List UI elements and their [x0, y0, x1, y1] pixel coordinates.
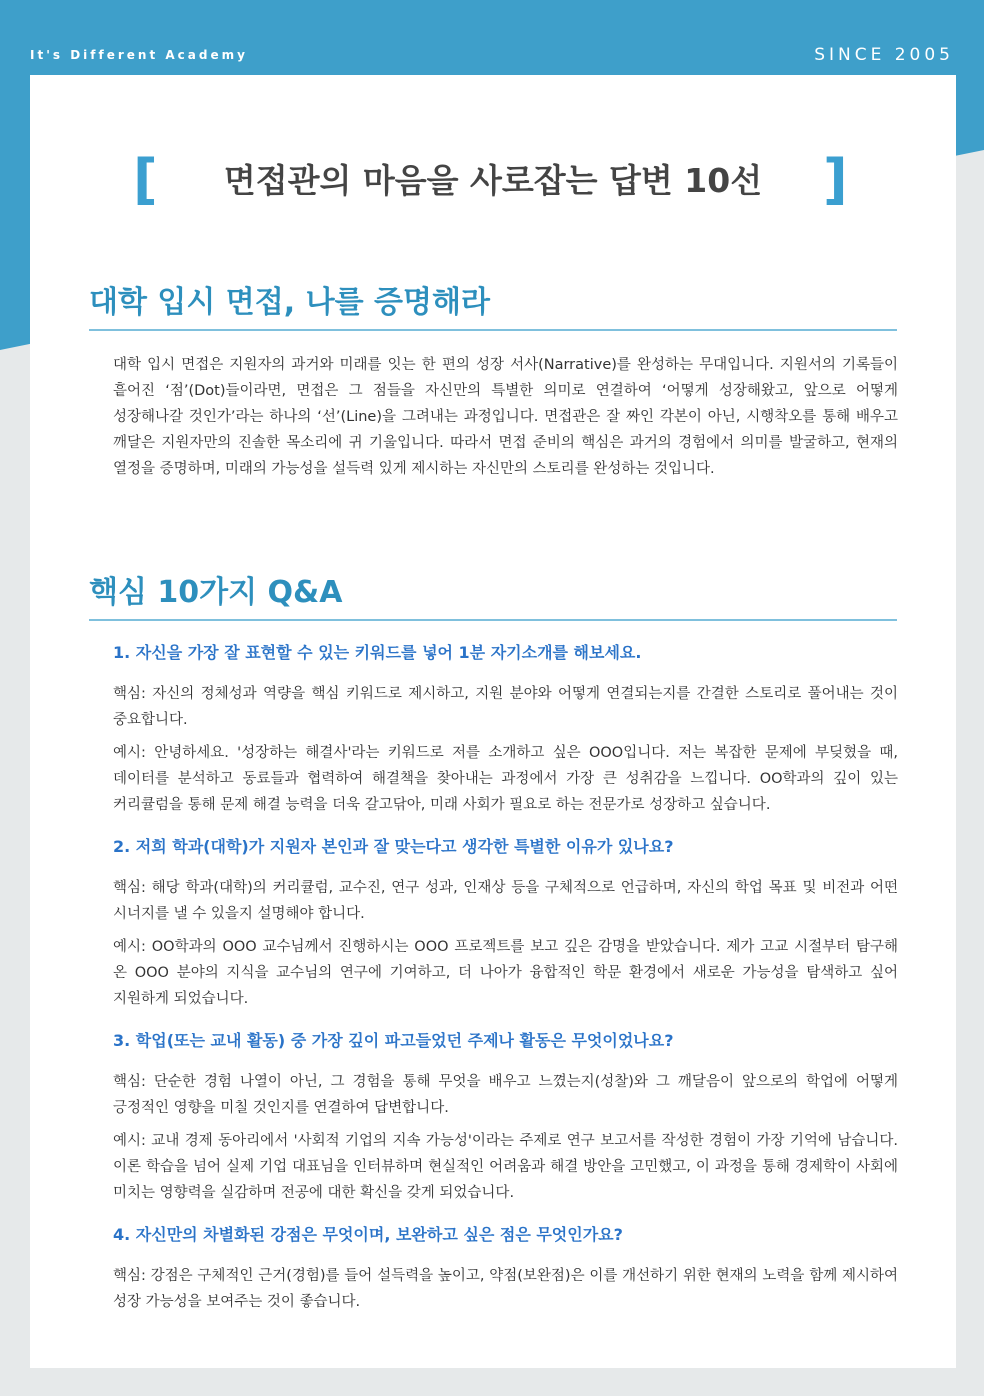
document-page [30, 75, 956, 1368]
key-point: 핵심: 해당 학과(대학)의 커리큘럼, 교수진, 연구 성과, 인재상 등을 구체적으로 언급하며, 자신의 학업 목표 및 비전과 어떤 시너지를 낼 수 있을지 설명해야 합니다. [113, 880, 898, 922]
document-title-row [30, 150, 956, 220]
qa-section-heading: 핵심 10가지 Q&A [89, 573, 897, 621]
qa-item [113, 1223, 898, 1315]
example-answer: 예시: 안녕하세요. '성장하는 해결사'라는 키워드로 저를 소개하고 싶은 OOO입니다. 저는 복잡한 문제에 부딪혔을 때, 데이터를 분석하고 동료들과 협력하여 해결책을 찾아내는 과정에서 가장 큰 성취감을 느낍니다. OO학과의 깊이 있는 커리큘럼을 통해 문제 해결 능력을 더욱 갈고닦아, 미래 사회가 필요로 하는 전문가로 성장하고 싶습니다. [113, 745, 898, 813]
since-label: SINCE 2005 [814, 45, 954, 65]
intro-section-heading: 대학 입시 면접, 나를 증명해라 [89, 283, 897, 331]
key-point: 핵심: 단순한 경험 나열이 아닌, 그 경험을 통해 무엇을 배우고 느꼈는지(성찰)와 그 깨달음이 앞으로의 학업에 어떻게 긍정적인 영향을 미칠 것인지를 연결하여 답변합니다. [113, 1074, 898, 1116]
question-heading: 1. 자신을 가장 잘 표현할 수 있는 키워드를 넣어 1분 자기소개를 해보세요. [113, 643, 642, 662]
question-heading: 3. 학업(또는 교내 활동) 중 가장 깊이 파고들었던 주제나 활동은 무엇이었나요? [113, 1031, 674, 1050]
key-point: 핵심: 강점은 구체적인 근거(경험)를 들어 설득력을 높이고, 약점(보완점)은 이를 개선하기 위한 현재의 노력을 함께 제시하여 성장 가능성을 보여주는 것이 좋습니다. [113, 1268, 898, 1310]
title-open-bracket: [ [133, 148, 158, 211]
qa-item [113, 641, 898, 818]
document-title: 면접관의 마음을 사로잡는 답변 10선 [223, 161, 763, 200]
title-close-bracket: ] [823, 148, 848, 211]
qa-item [113, 1029, 898, 1206]
question-heading: 4. 자신만의 차별화된 강점은 무엇이며, 보완하고 싶은 점은 무엇인가요? [113, 1225, 623, 1244]
intro-paragraph: 대학 입시 면접은 지원자의 과거와 미래를 잇는 한 편의 성장 서사(Narrative)를 완성하는 무대입니다. 지원서의 기록들이 흩어진 ‘점’(Dot)들이라면, 면접은 그 점들을 자신만의 특별한 의미로 연결하여 ‘어떻게 성장해왔고, 앞으로 어떻게 성장해나갈 것인가’라는 하나의 ‘선’(Line)을 그려내는 과정입니다. 면접관은 잘 짜인 각본이 아닌, 시행착오를 통해 배우고 깨달은 지원자만의 진솔한 목소리에 귀 기울입니다. 따라서 면접 준비의 핵심은 과거의 경험에서 의미를 발굴하고, 현재의 열정을 증명하며, 미래의 가능성을 설득력 있게 제시하는 자신만의 스토리를 완성하는 것입니다. [113, 357, 898, 477]
qa-item [113, 835, 898, 1012]
example-answer: 예시: OO학과의 OOO 교수님께서 진행하시는 OOO 프로젝트를 보고 깊은 감명을 받았습니다. 제가 고교 시절부터 탐구해 온 OOO 분야의 지식을 교수님의 연구에 기여하고, 더 나아가 융합적인 학문 환경에서 새로운 가능성을 탐색하고 싶어 지원하게 되었습니다. [113, 939, 898, 1007]
academy-name: It's Different Academy [30, 48, 248, 62]
key-point: 핵심: 자신의 정체성과 역량을 핵심 키워드로 제시하고, 지원 분야와 어떻게 연결되는지를 간결한 스토리로 풀어내는 것이 중요합니다. [113, 686, 898, 728]
example-answer: 예시: 교내 경제 동아리에서 '사회적 기업의 지속 가능성'이라는 주제로 연구 보고서를 작성한 경험이 가장 기억에 남습니다. 이론 학습을 넘어 실제 기업 대표님을 인터뷰하며 현실적인 어려움과 해결 방안을 고민했고, 이 과정을 통해 경제학이 사회에 미치는 영향력을 실감하며 전공에 대한 확신을 갖게 되었습니다. [113, 1133, 898, 1201]
qa-list [113, 641, 898, 1322]
question-heading: 2. 저희 학과(대학)가 지원자 본인과 잘 맞는다고 생각한 특별한 이유가 있나요? [113, 837, 674, 856]
